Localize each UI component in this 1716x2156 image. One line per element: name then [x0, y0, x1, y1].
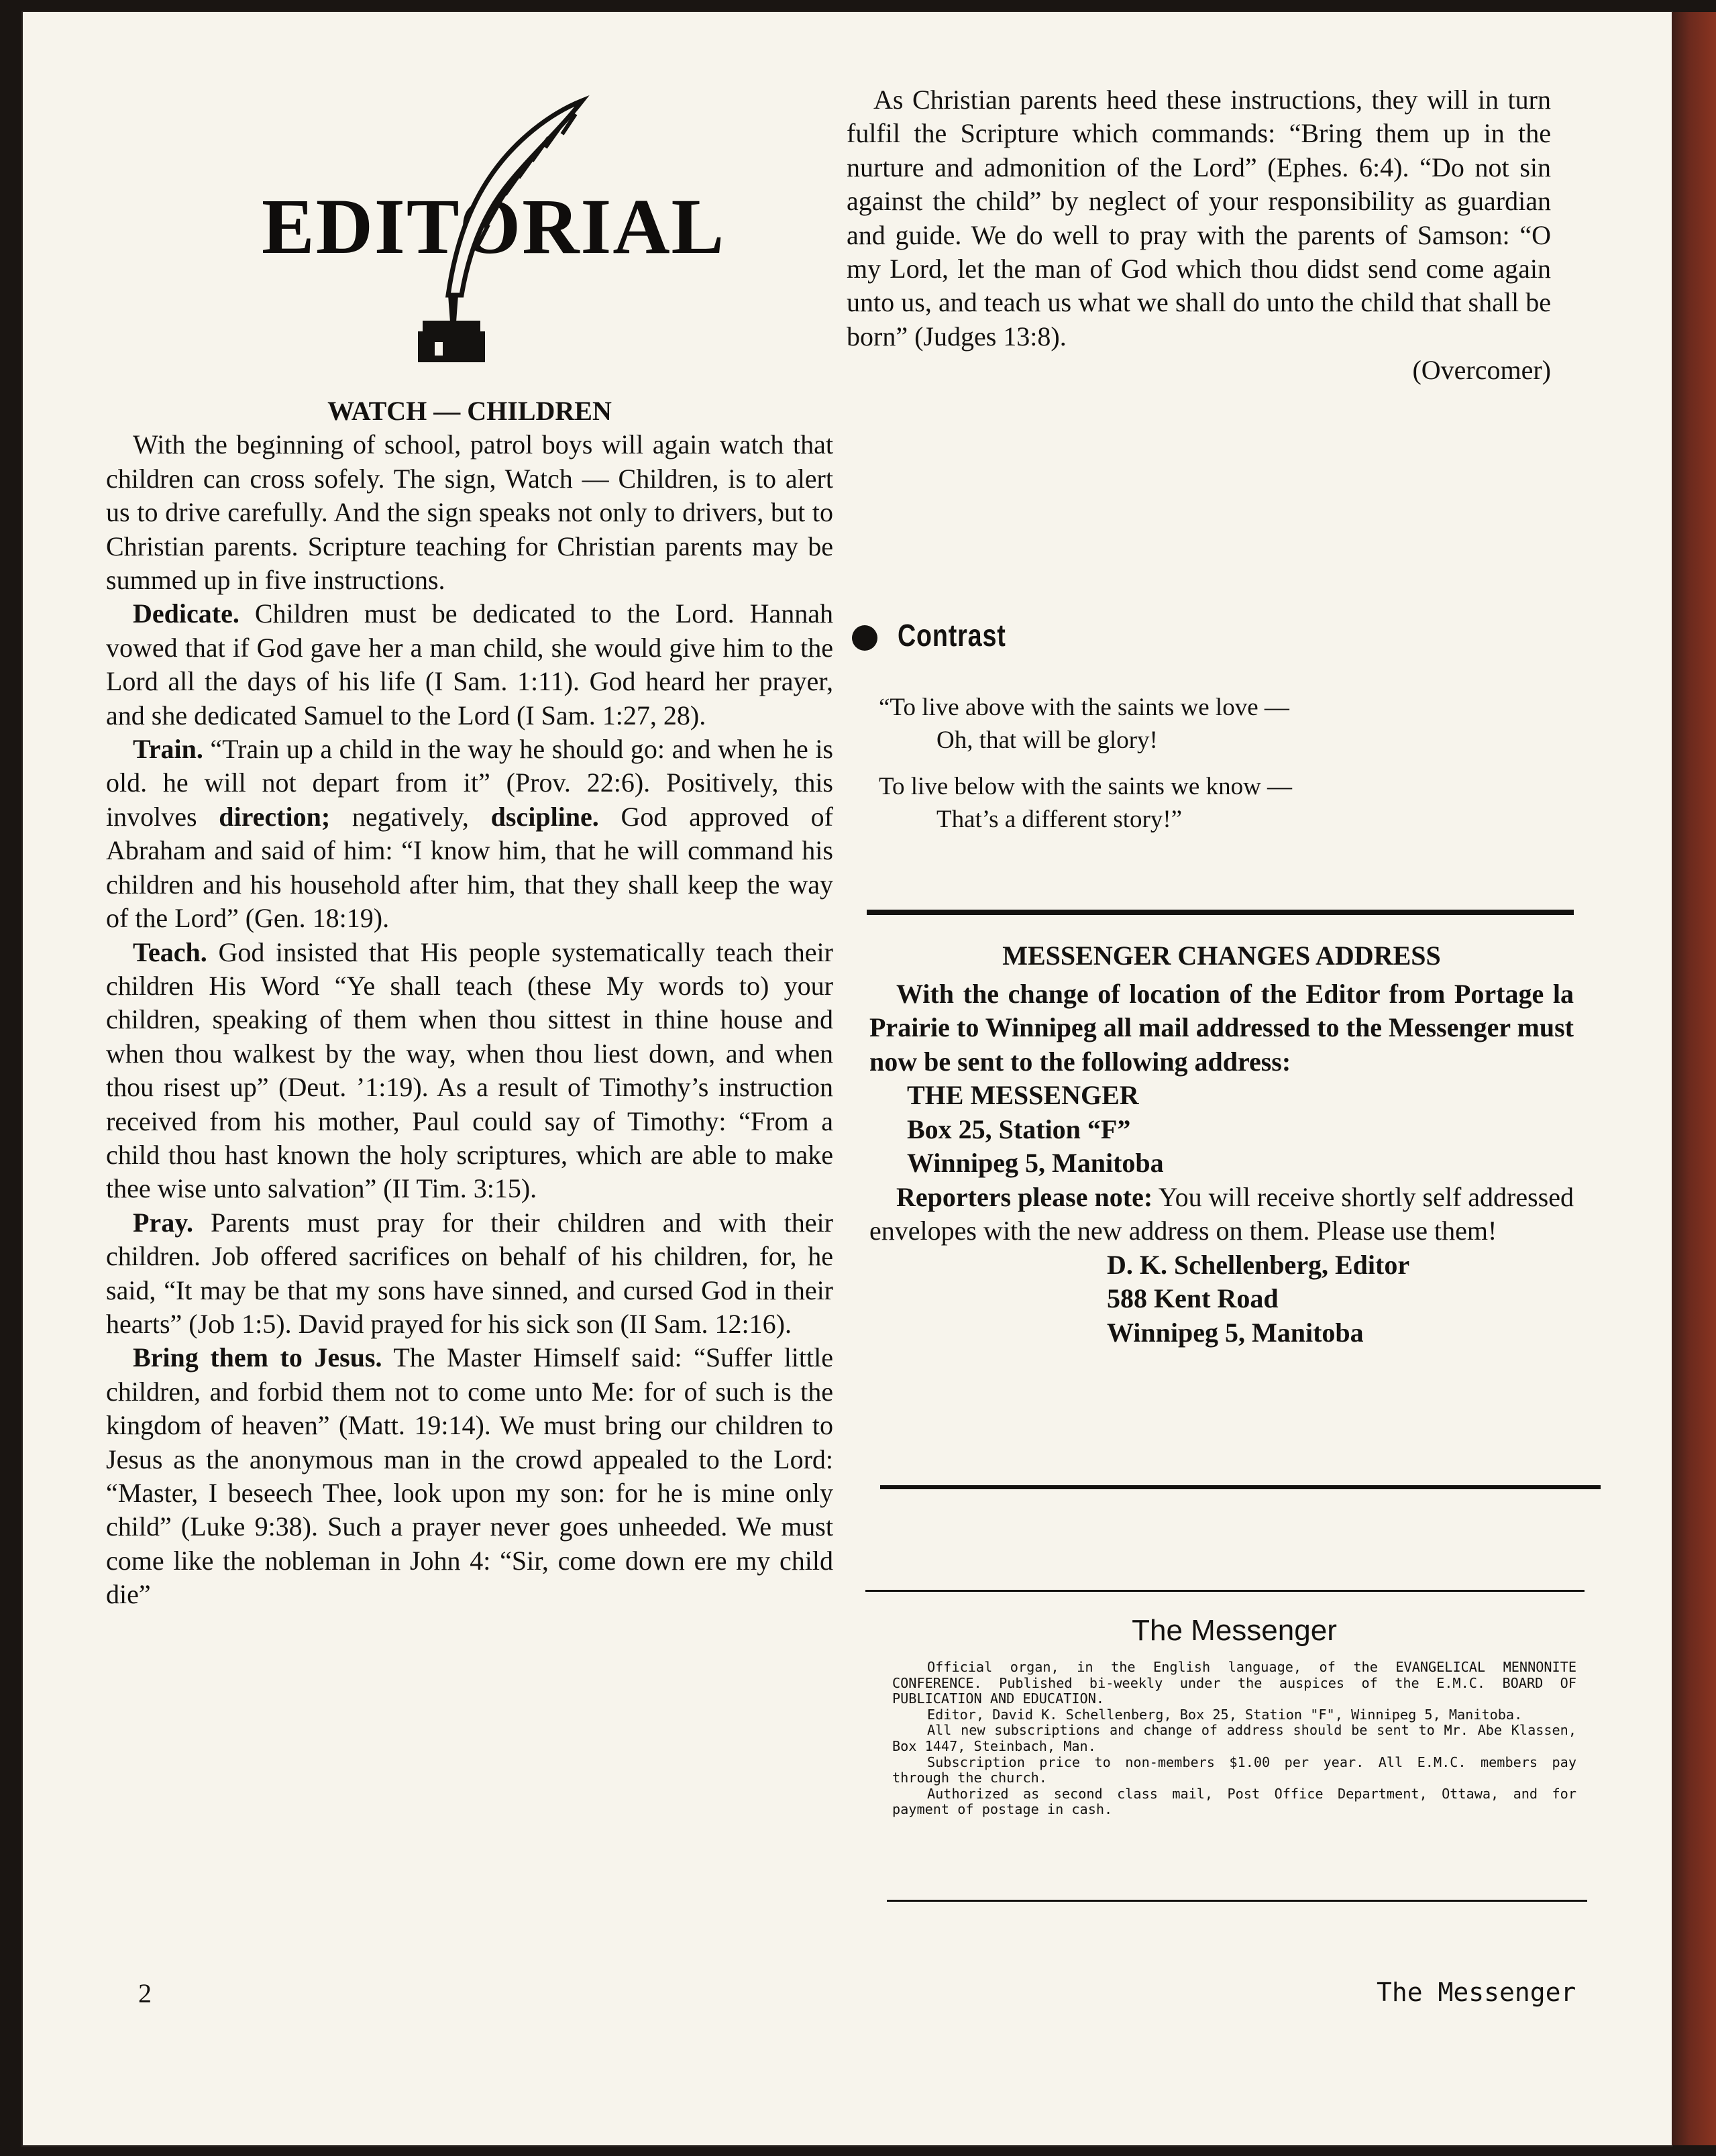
poem-stanza: [879, 691, 1550, 757]
running-footer: The Messenger: [1377, 1978, 1576, 2007]
address-body: With the change of location of the Editor from Portage la Prairie to Winnipeg all mail addressed to the Messenger must now be sent to the following address:: [869, 978, 1574, 1077]
publication-paragraph: All new subscriptions and change of address should be sent to Mr. Abe Klassen, Box 1447, Steinbach, Man.: [892, 1722, 1576, 1754]
contrast-poem: [879, 691, 1550, 849]
editorial-left-column: [106, 394, 833, 1612]
editorial-title: EDITORIAL: [262, 182, 726, 270]
contrast-heading: Contrast: [898, 618, 1006, 653]
poem-stanza: [879, 770, 1550, 836]
train-label: Train.: [133, 734, 203, 765]
address-notice: [869, 939, 1574, 1350]
paragraph-dedicate: [106, 597, 833, 733]
editorial-heading: WATCH — CHILDREN: [327, 396, 612, 426]
address-line: THE MESSENGER: [907, 1080, 1139, 1110]
teach-text: God insisted that His people systematically teach their children His Word “Ye shall teach (these My words to) your children, speaking of them when thou sittest in thine house and when thou walkest by the way, when thou liest down, and when thou risest up” (Deut. ’1:19). As a result of Timothy’s instruction received from his mother, Paul could say of Timothy: “From a child thou hast known the holy scriptures, which are able to make thee wise unto salvation” (II Tim. 3:15).: [106, 936, 833, 1204]
paragraph-teach: [106, 936, 833, 1206]
address-line: Winnipeg 5, Manitoba: [907, 1148, 1164, 1178]
train-direction: direction;: [219, 801, 331, 832]
signature-line: 588 Kent Road: [1107, 1283, 1279, 1313]
note-text: You will receive shortly self addressed envelopes with the new address on them. Please use them!: [869, 1181, 1574, 1246]
address-line: Box 25, Station “F”: [907, 1114, 1131, 1144]
reporters-note: [869, 1181, 1574, 1248]
publication-info: [892, 1614, 1576, 1818]
pray-text: Parents must pray for their children and with their children. Job offered sacrifices on behalf of his children, for, he said, “It may be that my sons have sinned, and cursed God in their hearts” (Job 1:5). David prayed for his sick son (II Sam. 12:16).: [106, 1207, 833, 1339]
divider: [865, 1590, 1585, 1592]
round-bullet-icon: [852, 625, 877, 651]
quill-pen-inkwell-icon: [381, 94, 602, 382]
note-label: Reporters please note:: [896, 1181, 1153, 1212]
jesus-label: Bring them to Jesus.: [133, 1342, 382, 1373]
divider: [867, 910, 1574, 915]
poem-line: Oh, that will be glory!: [936, 726, 1158, 754]
editorial-source: (Overcomer): [1412, 355, 1551, 386]
dedicate-text: Children must be dedicated to the Lord. Hannah vowed that if God gave her a man child, she would give him to the Lord all the days of his life (I Sam. 1:11). God heard her prayer, and she dedicated Samuel to the Lord (I Sam. 1:27, 28).: [106, 598, 833, 731]
signature-line: D. K. Schellenberg, Editor: [1107, 1249, 1410, 1280]
signature-line: Winnipeg 5, Manitoba: [1107, 1317, 1364, 1348]
address-heading: MESSENGER CHANGES ADDRESS: [1002, 940, 1441, 971]
paragraph-pray: [106, 1206, 833, 1342]
poem-line: That’s a different story!”: [936, 806, 1183, 833]
paragraph-bring-to-jesus: [106, 1341, 833, 1611]
train-text-b: negatively,: [330, 801, 491, 832]
pray-label: Pray.: [133, 1207, 193, 1238]
page-edge: [1672, 12, 1716, 2145]
poem-line: “To live above with the saints we love —: [879, 694, 1289, 721]
editorial-closing: As Christian parents heed these instructions, they will in turn fulfil the Scripture which commands: “Bring them up in the nurture and admonition of the Lord” (Ephes. 6:4). “Do not sin against the child” by neglect of your responsibility as guardian and guide. We do well to pray with the parents of Samson: “O my Lord, let the man of God which thou didst send come again unto us, and teach us what we shall do unto the child that shall be born” (Judges 13:8).: [847, 85, 1551, 352]
paragraph-train: [106, 733, 833, 935]
publication-text: [892, 1660, 1576, 1818]
jesus-text: The Master Himself said: “Suffer little children, and forbid them not to come unto Me: for of such is the kingdom of heaven” (Matt. 19:14). We must bring our children to Jesus as the anonymous man in the crowd appealed to the Lord: “Master, I beseech Thee, look upon my son: for he is mine only child” (Luke 9:38). Such a prayer never goes unheeded. We must come like the nobleman in John 4: “Sir, come down ere my child die”: [106, 1342, 834, 1610]
train-text-c: God approved of Abraham and said of him: “I know him, that he will command his children and his household after him, that they shall keep the way of the Lord” (Gen. 18:19).: [106, 801, 833, 934]
publication-paragraph: Subscription price to non-members $1.00 per year. All E.M.C. members pay through the church.: [892, 1754, 1576, 1786]
poem-line: To live below with the saints we know —: [879, 773, 1293, 800]
page-number: 2: [138, 1978, 152, 2008]
divider: [887, 1900, 1587, 1902]
publication-paragraph: Editor, David K. Schellenberg, Box 25, Station "F", Winnipeg 5, Manitoba.: [927, 1706, 1523, 1723]
publication-paragraph: Authorized as second class mail, Post Office Department, Ottawa, and for payment of postage in cash.: [892, 1785, 1576, 1818]
train-text: “Train up a child in the way he should go: and when he is old. he will not depart from it” (Prov. 22:6). Positively, this involves: [106, 734, 833, 832]
teach-label: Teach.: [133, 936, 207, 967]
train-discipline: dscipline.: [490, 801, 599, 832]
editorial-right-column: [847, 83, 1551, 388]
publication-paragraph: Official organ, in the English language, of the EVANGELICAL MENNONITE CONFERENCE. Published bi-weekly under the auspices of the E.M.C. BOARD OF PUBLICATION AND EDUCATION.: [892, 1659, 1576, 1707]
dedicate-label: Dedicate.: [133, 598, 239, 629]
editorial-intro: With the beginning of school, patrol boys will again watch that children can cross sofely. The sign, Watch — Children, is to alert us to drive carefully. And the sign speaks not only to drivers, but to Christian parents. Scripture teaching for Christian parents may be summed up in five instructions.: [106, 429, 833, 596]
editorial-masthead: [262, 168, 745, 369]
publication-title: The Messenger: [1132, 1614, 1337, 1647]
divider: [880, 1485, 1601, 1489]
